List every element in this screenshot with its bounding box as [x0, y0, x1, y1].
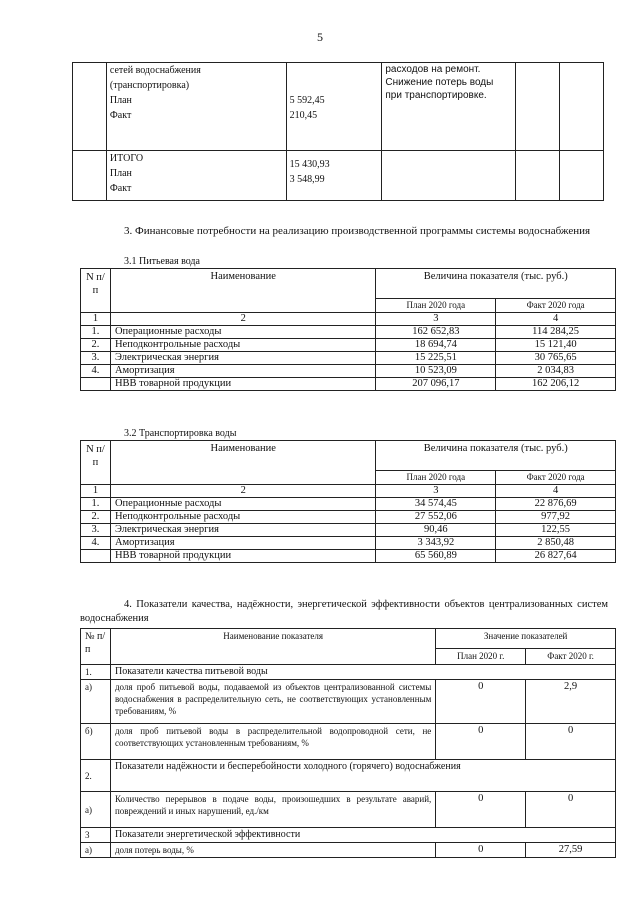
row-values: 15 430,93 3 548,99: [286, 151, 382, 201]
group-row: 1. Показатели качества питьевой воды: [81, 665, 616, 680]
header-fact: Факт 2020 года: [496, 471, 616, 485]
table-row: 1. Операционные расходы 162 652,83 114 284,25: [81, 326, 616, 339]
header-name: Наименование: [110, 441, 376, 485]
row-values: 5 592,45 210,45: [286, 63, 382, 151]
finance-table-water-transport: N п/п Наименование Величина показателя (тыс. руб.) План 2020 года Факт 2020 года 1 2 3 4 1. Операционные расходы 34 574,45 22 876,69 2. Неподконтрольные расходы 27 552,06 977,92 3. Электрическая энергия 90,46 122,55 4. Амортизация 3 343,92 2 850,48 НВВ товарной продукции 65 560,89 26 827,64: [80, 440, 616, 563]
finance-table-drinking-water: N п/п Наименование Величина показателя (тыс. руб.) План 2020 года Факт 2020 года 1 2 3 4 1. Операционные расходы 162 652,83 114 284,25 2. Неподконтрольные расходы 18 694,74 15 121,40 3. Электрическая энергия 15 225,51 30 765,65 4. Амортизация 10 523,09 2 034,83 НВВ товарной продукции 207 096,17 162 206,12: [80, 268, 616, 391]
row-note: [382, 151, 516, 201]
header-name: Наименование: [110, 269, 376, 313]
table-row: 2. Неподконтрольные расходы 18 694,74 15 121,40: [81, 339, 616, 352]
header-plan: План 2020 года: [376, 299, 496, 313]
header-value: Величина показателя (тыс. руб.): [376, 441, 616, 471]
quality-indicators-table: [80, 628, 616, 858]
table-row: 4. Амортизация 10 523,09 2 034,83: [81, 365, 616, 378]
table-row: [73, 151, 604, 201]
table-row: а) Количество перерывов в подаче воды, произошедших в результате аварий, повреждений и иных нарушений, ед./км 0 0: [81, 792, 616, 828]
header-num: N п/п: [81, 269, 111, 313]
subsection-title: 3.2 Транспортировка воды: [124, 428, 237, 439]
section-3-heading: 3. Финансовые потребности на реализацию производственной программы системы водоснабжения: [124, 225, 591, 237]
table-row: 4. Амортизация 3 343,92 2 850,48: [81, 537, 616, 550]
table-row: а) доля проб питьевой воды, подаваемой из объектов централизованной системы водоснабжения в распределительную сеть, не соответствующих установленным требованиям, % 0 2,9: [81, 680, 616, 724]
section-4-heading: 4. Показатели качества, надёжности, энергетической эффективности объектов централизованных систем водоснабжения: [80, 599, 608, 624]
table-row: 3. Электрическая энергия 90,46 122,55: [81, 524, 616, 537]
table-row: б) доля проб питьевой воды в распределительной водопроводной сети, не соответствующих установленным требованиям, % 0 0: [81, 724, 616, 760]
header-fact: Факт 2020 года: [496, 299, 616, 313]
header-plan: План 2020 года: [376, 471, 496, 485]
page-number: 5: [317, 30, 323, 44]
table-row: 2. Неподконтрольные расходы 27 552,06 977,92: [81, 511, 616, 524]
group-row: 3 Показатели энергетической эффективности: [81, 828, 616, 843]
header-num: № п/п: [81, 629, 111, 665]
table-row-total: НВВ товарной продукции 65 560,89 26 827,64: [81, 550, 616, 563]
subsection-title: 3.1 Питьевая вода: [124, 256, 200, 267]
table-row: 3. Электрическая энергия 15 225,51 30 765,65: [81, 352, 616, 365]
table-row: 1. Операционные расходы 34 574,45 22 876,69: [81, 498, 616, 511]
group-row: 2. Показатели надёжности и бесперебойности холодного (горячего) водоснабжения: [81, 760, 616, 792]
header-num: N п/п: [81, 441, 111, 485]
table-row: [73, 63, 604, 151]
header-plan: План 2020 г.: [436, 649, 526, 665]
header-value: Величина показателя (тыс. руб.): [376, 269, 616, 299]
row-name: ИТОГО План Факт: [106, 151, 286, 201]
row-note: расходов на ремонт. Снижение потерь воды при транспортировке.: [382, 63, 516, 151]
table-row: а) доля потерь воды, % 0 27,59: [81, 843, 616, 858]
row-name: сетей водоснабжения (транспортировка) План Факт: [106, 63, 286, 151]
header-fact: Факт 2020 г.: [526, 649, 616, 665]
header-name: Наименование показателя: [110, 629, 435, 665]
header-value: Значение показателей: [436, 629, 616, 649]
top-table: [72, 62, 604, 201]
table-row-total: НВВ товарной продукции 207 096,17 162 206,12: [81, 378, 616, 391]
